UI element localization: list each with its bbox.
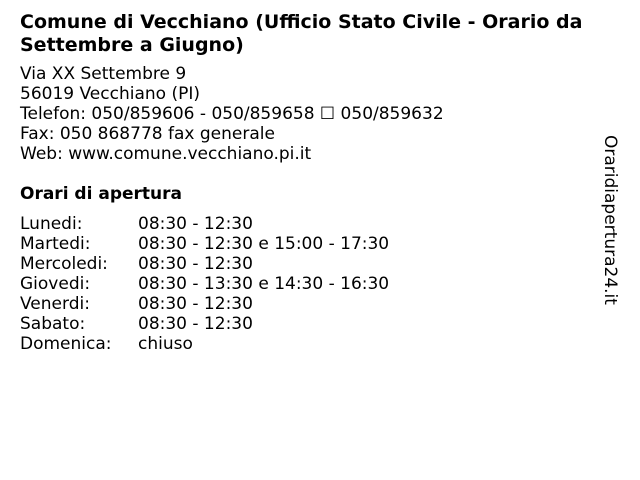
site-watermark: Oraridiapertura24.it xyxy=(600,135,620,305)
day-label: Mercoledi: xyxy=(20,254,108,274)
day-hours: 08:30 - 12:30 e 15:00 - 17:30 xyxy=(138,234,390,254)
day-label: Giovedi: xyxy=(20,274,91,294)
day-hours: 08:30 - 12:30 xyxy=(138,254,253,274)
phone-numbers: Telefon: 050/859606 - 050/859658 ☐ 050/859632 xyxy=(20,104,444,124)
day-hours: 08:30 - 12:30 xyxy=(138,214,253,234)
day-hours: 08:30 - 13:30 e 14:30 - 16:30 xyxy=(138,274,390,294)
fax-number: Fax: 050 868778 fax generale xyxy=(20,124,275,144)
city-address: 56019 Vecchiano (PI) xyxy=(20,84,200,104)
day-hours: 08:30 - 12:30 xyxy=(138,314,253,334)
page-title: Comune di Vecchiano (Ufficio Stato Civile - Orario da Settembre a Giugno) xyxy=(20,11,583,56)
day-label: Domenica: xyxy=(20,334,112,354)
day-hours: 08:30 - 12:30 xyxy=(138,294,253,314)
website: Web: www.comune.vecchiano.pi.it xyxy=(20,144,312,164)
day-label: Sabato: xyxy=(20,314,86,334)
opening-hours-heading: Orari di apertura xyxy=(20,184,182,204)
street-address: Via XX Settembre 9 xyxy=(20,64,187,84)
contact-block xyxy=(20,64,444,164)
day-hours: chiuso xyxy=(138,334,193,354)
day-label: Lunedi: xyxy=(20,214,83,234)
day-label: Martedi: xyxy=(20,234,91,254)
day-label: Venerdi: xyxy=(20,294,90,314)
